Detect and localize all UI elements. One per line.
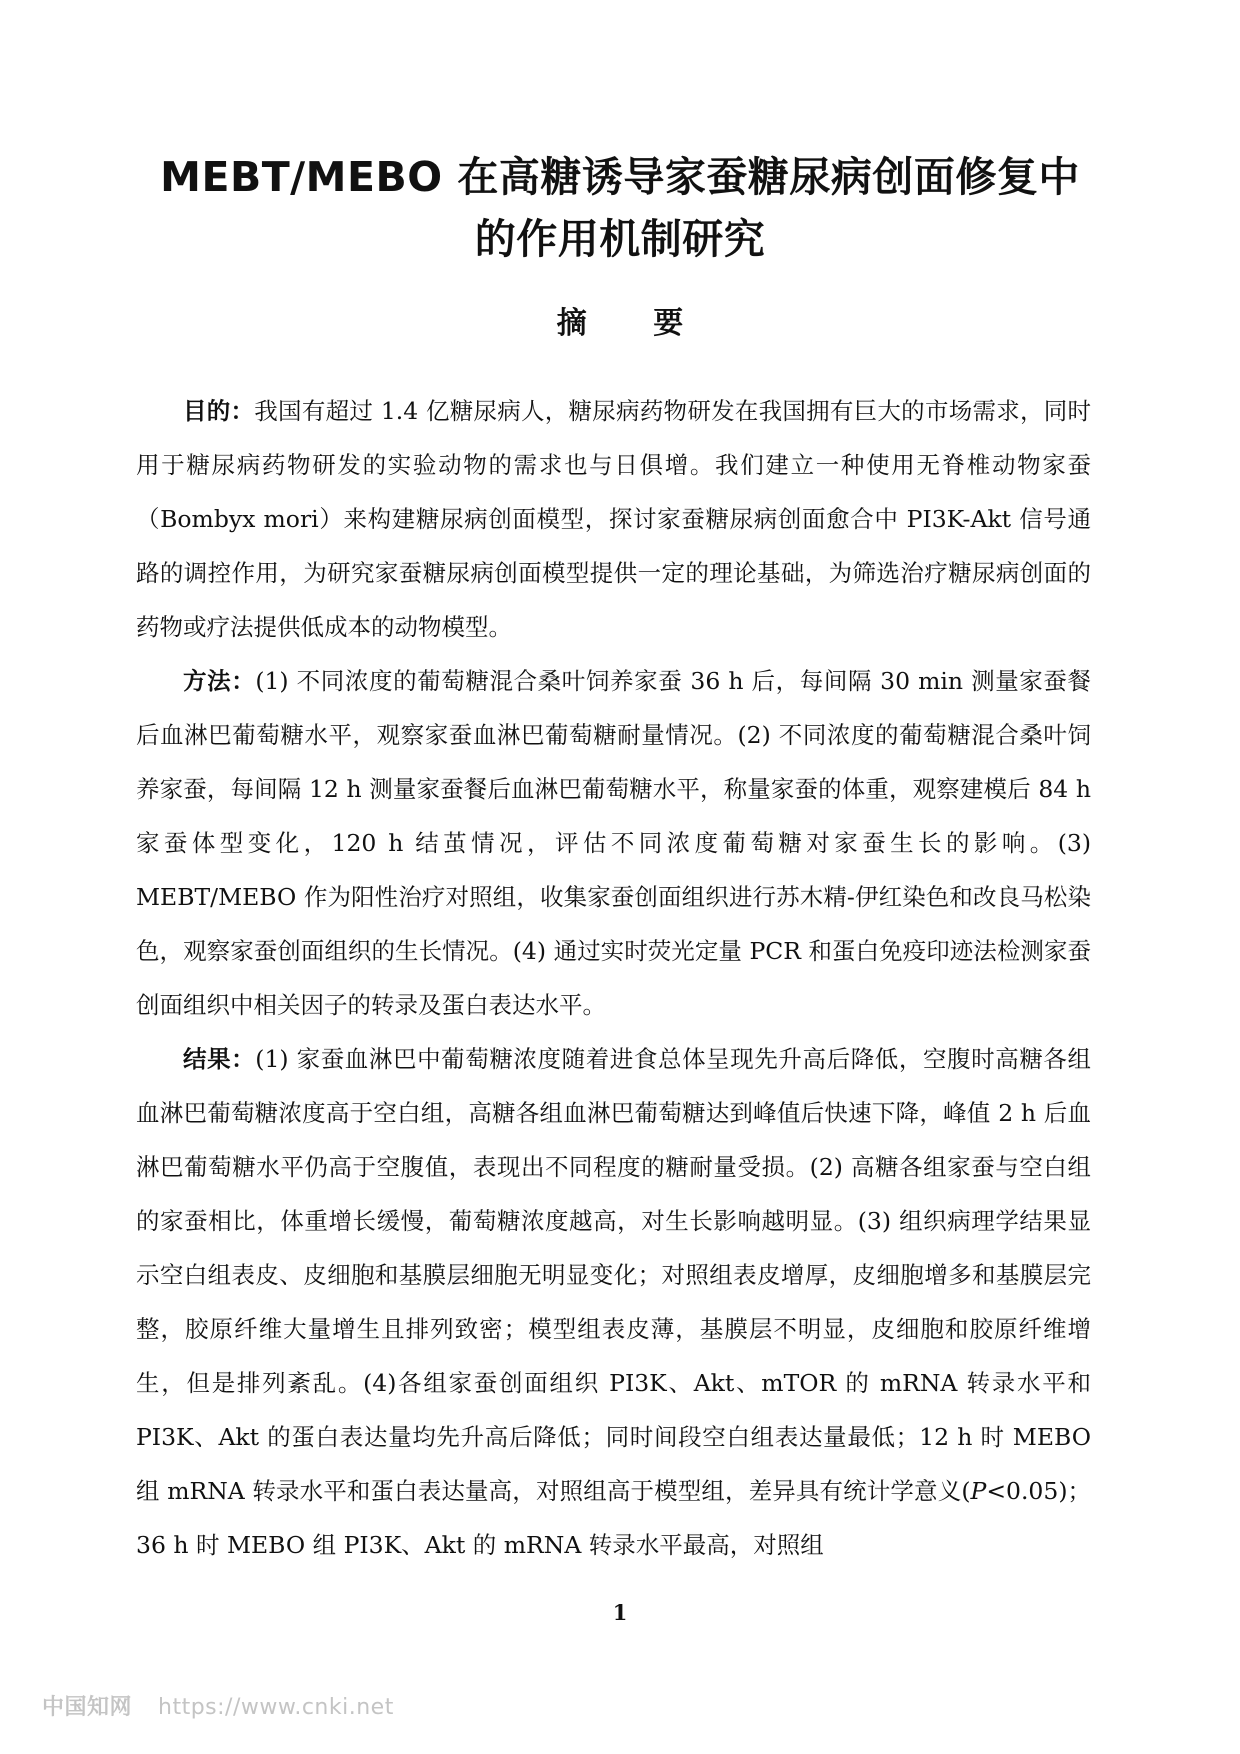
- paragraph-lead-results: 结果：: [183, 1045, 256, 1073]
- watermark-brand: 中国知网: [42, 1695, 133, 1720]
- title-line-1: MEBT/MEBO 在高糖诱导家蚕糖尿病创面修复中: [160, 153, 1080, 201]
- paragraph-methods: [136, 654, 1091, 1032]
- paragraph-text-methods: (1) 不同浓度的葡萄糖混合桑叶饲养家蚕 36 h 后，每间隔 30 min 测量家蚕餐后血淋巴葡萄糖水平，观察家蚕血淋巴葡萄糖耐量情况。(2) 不同浓度的葡萄糖混合桑叶饲养家蚕，每间隔 12 h 测量家蚕餐后血淋巴葡萄糖水平，称量家蚕的体重，观察建模后 84 h 家蚕体型变化，120 h 结茧情况，评估不同浓度葡萄糖对家蚕生长的影响。(3) MEBT/MEBO 作为阳性治疗对照组，收集家蚕创面组织进行苏木精-伊红染色和改良马松染色，观察家蚕创面组织的生长情况。(4) 通过实时荧光定量 PCR 和蛋白免疫印迹法检测家蚕创面组织中相关因子的转录及蛋白表达水平。: [136, 667, 1092, 1019]
- paragraph-text-results-part1: (1) 家蚕血淋巴中葡萄糖浓度随着进食总体呈现先升高后降低，空腹时高糖各组血淋巴葡萄糖浓度高于空白组，高糖各组血淋巴葡萄糖达到峰值后快速下降，峰值 2 h 后血淋巴葡萄糖水平仍高于空腹值，表现出不同程度的糖耐量受损。(2) 高糖各组家蚕与空白组的家蚕相比，体重增长缓慢，葡萄糖浓度越高，对生长影响越明显。(3) 组织病理学结果显示空白组表皮、皮细胞和基膜层细胞无明显变化；对照组表皮增厚，皮细胞增多和基膜层完整，胶原纤维大量增生且排列致密；模型组表皮薄，基膜层不明显，皮细胞和胶原纤维增生，但是排列紊乱。(4)各组家蚕创面组织 PI3K、Akt、mTOR 的 mRNA 转录水平和 PI3K、Akt 的蛋白表达量均先升高后降低；同时间段空白组表达量最低；12 h 时 MEBO 组 mRNA 转录水平和蛋白表达量高，对照组高于模型组，差异具有统计学意义(: [136, 1045, 1092, 1505]
- paragraph-objective: [136, 384, 1091, 654]
- paragraph-text-results-part2: <0.05)；36 h 时 MEBO 组 PI3K、Akt 的 mRNA 转录水平最高，对照组: [136, 1477, 1091, 1559]
- watermark-url: https://www.cnki.net: [158, 1695, 394, 1720]
- abstract-body: [136, 384, 1091, 1572]
- page-number: 1: [612, 1600, 628, 1625]
- title-line-2: 的作用机制研究: [474, 215, 766, 263]
- paragraph-results: [136, 1032, 1091, 1572]
- paragraph-lead-methods: 方法：: [183, 667, 256, 695]
- cnki-watermark: [42, 1690, 394, 1721]
- abstract-heading: 摘 要: [556, 306, 712, 341]
- paragraph-lead-objective: 目的：: [183, 397, 255, 425]
- p-value-symbol: P: [970, 1477, 987, 1505]
- document-title: [120, 146, 1120, 270]
- paragraph-text-objective: 我国有超过 1.4 亿糖尿病人，糖尿病药物研发在我国拥有巨大的市场需求，同时用于糖尿病药物研发的实验动物的需求也与日俱增。我们建立一种使用无脊椎动物家蚕（Bombyx mori）来构建糖尿病创面模型，探讨家蚕糖尿病创面愈合中 PI3K-Akt 信号通路的调控作用，为研究家蚕糖尿病创面模型提供一定的理论基础，为筛选治疗糖尿病创面的药物或疗法提供低成本的动物模型。: [136, 397, 1092, 641]
